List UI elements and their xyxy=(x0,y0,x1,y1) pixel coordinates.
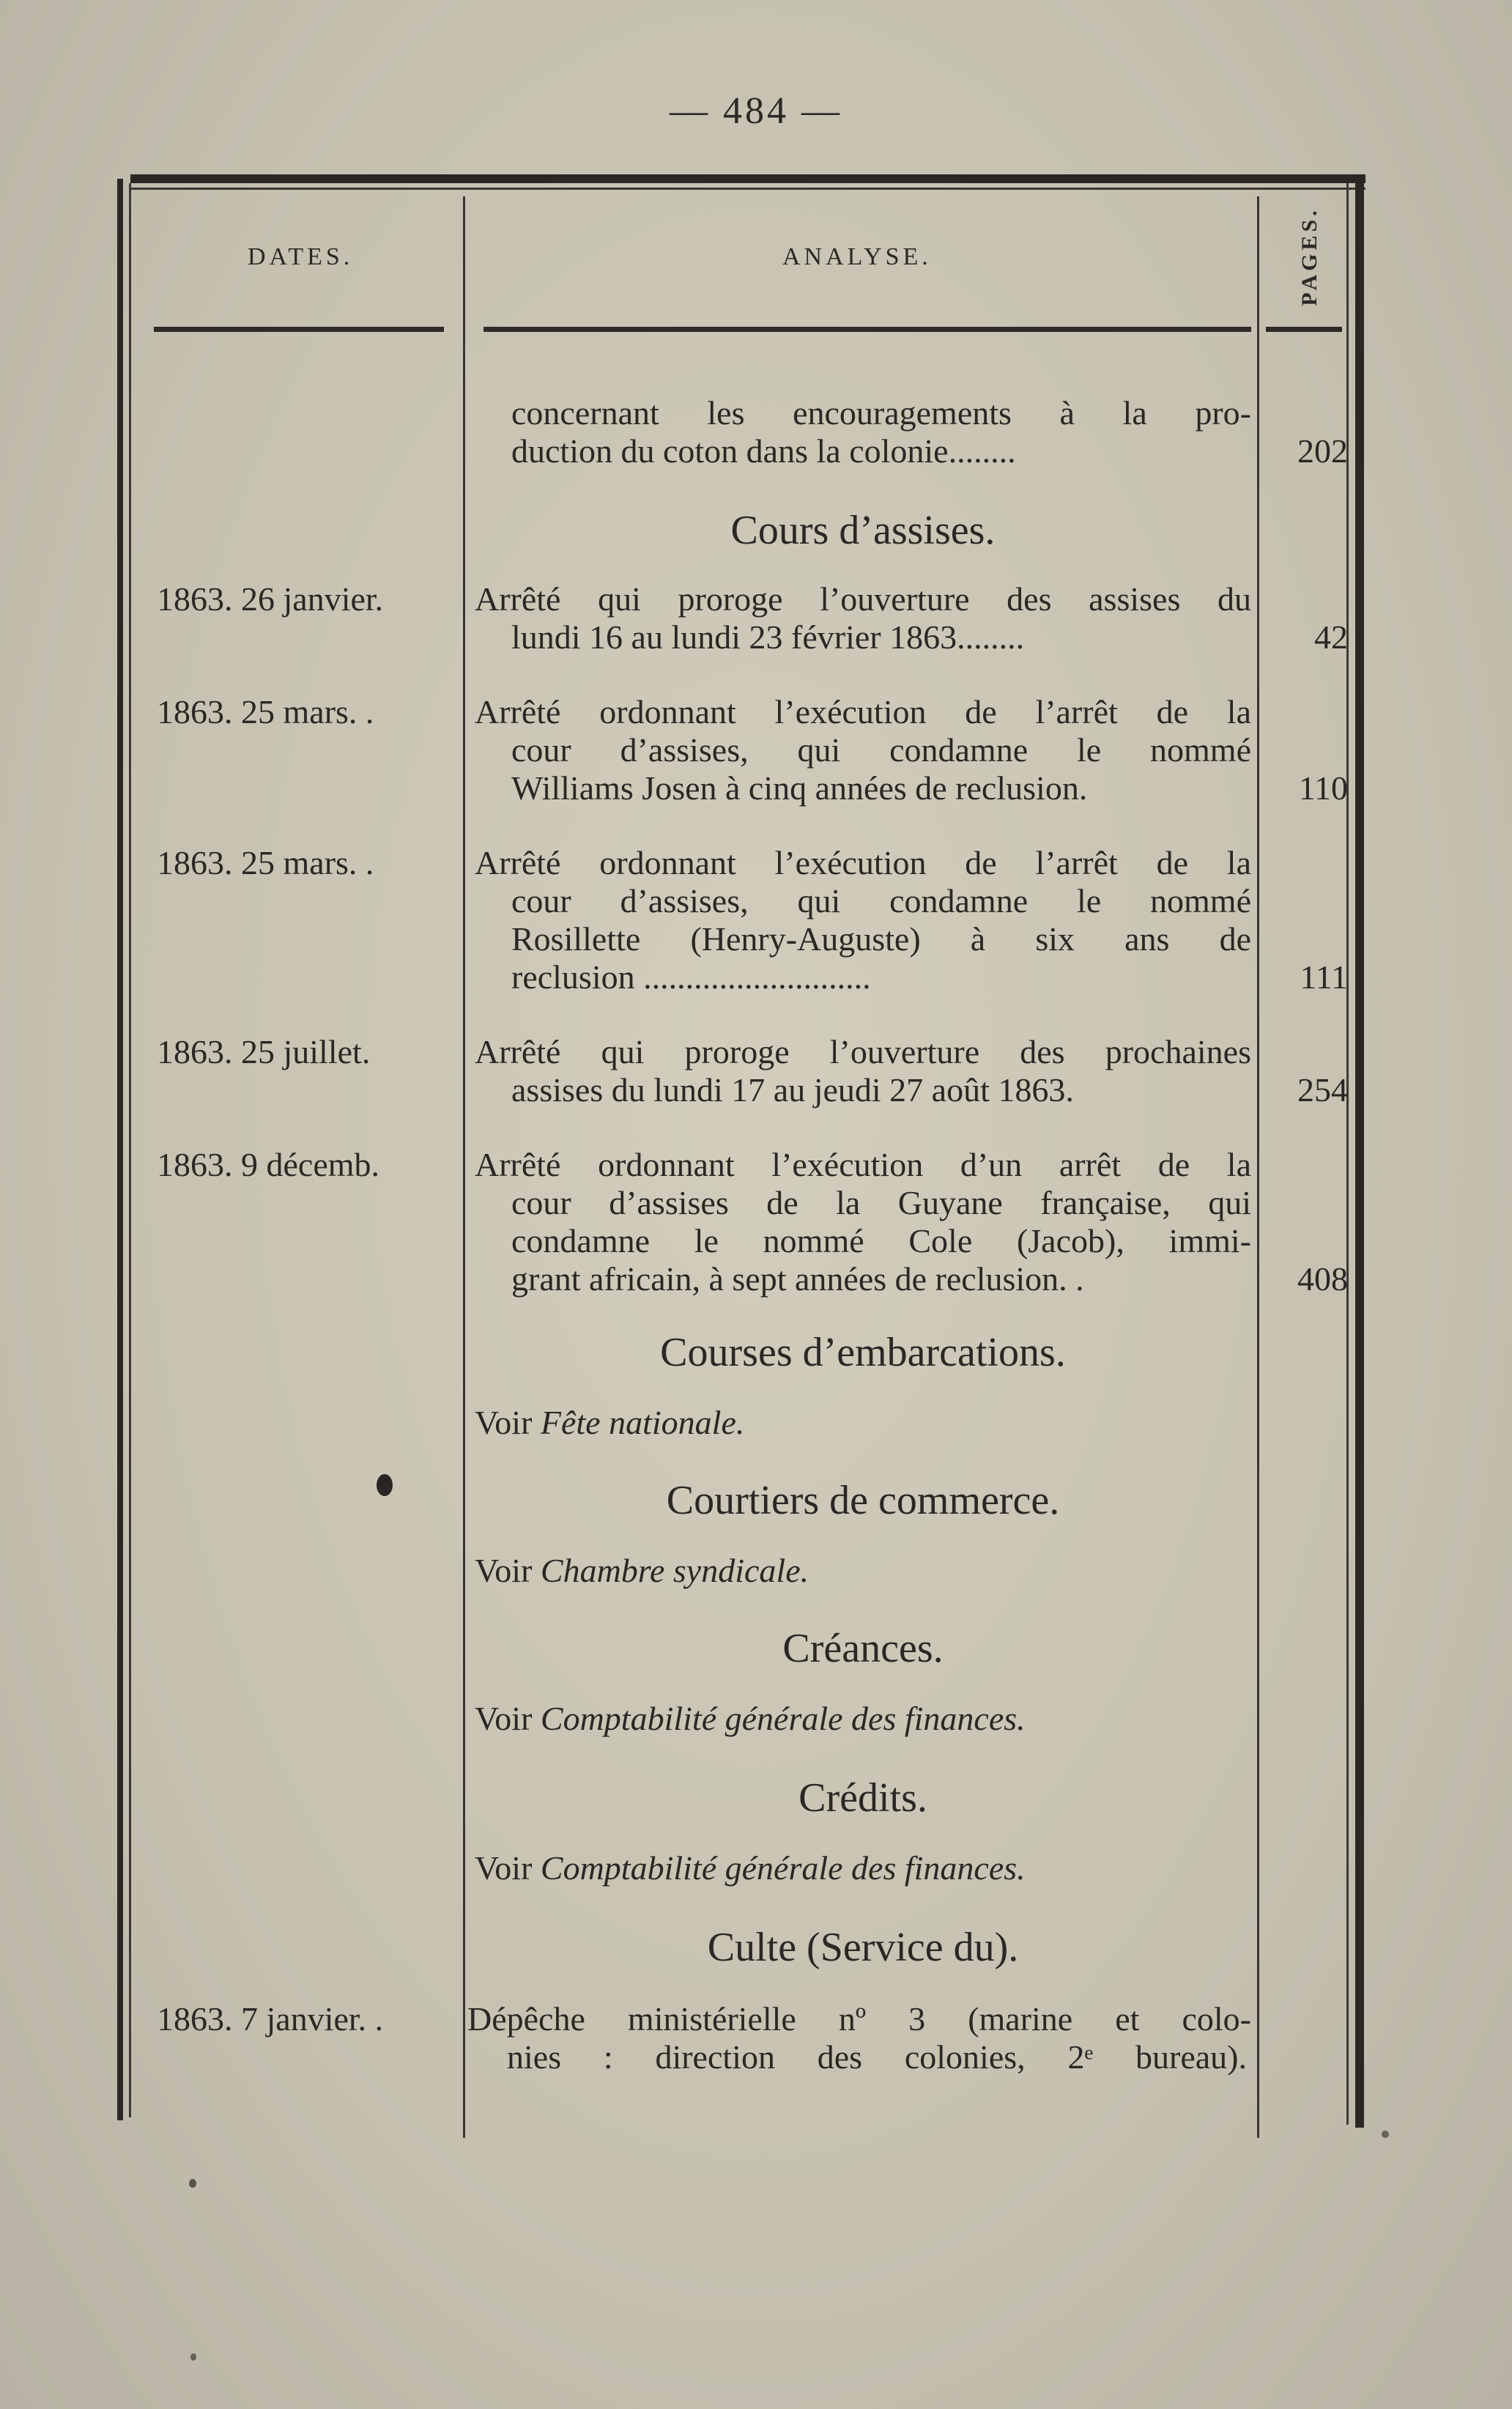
section-heading-creances: Créances. xyxy=(782,1626,944,1671)
table-left-rule xyxy=(117,179,123,2120)
voir-reference: Comptabilité générale des finances. xyxy=(540,1849,1026,1887)
entry-line: Rosillette (Henry-Auguste) à six ans de xyxy=(511,920,1251,958)
header-pages-label: PAGES. xyxy=(1297,207,1322,306)
ink-speck xyxy=(377,1474,393,1496)
entry-line: cour d’assises, qui condamne le nommé xyxy=(511,882,1251,919)
entry-line: reclusion ........................... xyxy=(511,958,871,996)
entry-date: 1863. 9 décemb. xyxy=(157,1146,380,1183)
column-separator-pages xyxy=(1257,196,1259,2138)
entry-date: 1863. 25 juillet. xyxy=(157,1033,371,1070)
entry-line: nies : direction des colonies, 2ᵉ bureau). xyxy=(507,2038,1247,2076)
column-separator-dates xyxy=(463,196,465,2138)
entry-line: Dépêche ministérielle nº 3 (marine et colo- xyxy=(467,2000,1251,2038)
entry-page: 42 xyxy=(1314,618,1348,656)
ink-speck xyxy=(1382,2131,1389,2138)
entry-line: Arrêté ordonnant l’exécution de l’arrêt de la xyxy=(475,844,1251,881)
entry-line: cour d’assises, qui condamne le nommé xyxy=(511,731,1251,769)
see-also-line xyxy=(475,1404,744,1442)
table-right-thin-rule xyxy=(1346,183,1349,2125)
table-left-thin-rule xyxy=(129,183,131,2117)
entry-line: cour d’assises de la Guyane française, qui xyxy=(511,1184,1251,1221)
ink-speck xyxy=(190,2353,196,2361)
entry-date: 1863. 7 janvier. . xyxy=(157,2000,384,2038)
section-heading-culte: Culte (Service du). xyxy=(707,1925,1019,1970)
see-also-line xyxy=(475,1552,809,1590)
table-top-thin-rule xyxy=(130,188,1365,190)
entry-line: duction du coton dans la colonie........ xyxy=(511,432,1016,470)
entry-line: condamne le nommé Cole (Jacob), immi- xyxy=(511,1222,1251,1259)
section-heading-credits: Crédits. xyxy=(798,1775,927,1821)
header-rule-pages xyxy=(1266,327,1342,332)
page-number: — 484 — xyxy=(670,90,842,132)
section-heading-courtiers: Courtiers de commerce. xyxy=(666,1478,1060,1523)
entry-line: grant africain, à sept années de reclusion. . xyxy=(511,1260,1084,1298)
table-right-rule xyxy=(1355,179,1364,2128)
entry-date: 1863. 26 janvier. xyxy=(157,580,384,618)
voir-label: Voir xyxy=(475,1700,533,1737)
see-also-line xyxy=(475,1700,1026,1738)
entry-line: Arrêté qui proroge l’ouverture des prochaines xyxy=(475,1033,1251,1070)
voir-label: Voir xyxy=(475,1552,533,1589)
entry-page: 110 xyxy=(1298,769,1348,807)
entry-date: 1863. 25 mars. . xyxy=(157,844,374,881)
entry-page: 202 xyxy=(1297,432,1348,470)
entry-page: 408 xyxy=(1297,1260,1348,1298)
voir-reference: Fête nationale. xyxy=(540,1404,745,1441)
header-analyse: ANALYSE. xyxy=(782,243,932,270)
section-heading-cours-assises: Cours d’assises. xyxy=(730,508,996,553)
entry-line: lundi 16 au lundi 23 février 1863........ xyxy=(511,618,1025,656)
entry-page: 111 xyxy=(1300,958,1348,996)
section-heading-courses: Courses d’embarcations. xyxy=(660,1330,1066,1375)
entry-line: Arrêté qui proroge l’ouverture des assises du xyxy=(475,580,1251,618)
entry-page: 254 xyxy=(1297,1071,1348,1109)
voir-reference: Chambre syndicale. xyxy=(540,1552,809,1589)
entry-line: Williams Josen à cinq années de reclusion. xyxy=(511,769,1088,807)
table-top-rule xyxy=(130,174,1365,183)
voir-label: Voir xyxy=(475,1849,533,1887)
entry-line: Arrêté ordonnant l’exécution d’un arrêt de la xyxy=(475,1146,1251,1183)
voir-label: Voir xyxy=(475,1404,533,1441)
header-rule-dates xyxy=(154,327,444,332)
header-dates: DATES. xyxy=(248,243,354,270)
header-rule-analyse xyxy=(483,327,1251,332)
ink-speck xyxy=(189,2179,196,2188)
entry-line: concernant les encouragements à la pro- xyxy=(511,394,1251,432)
voir-reference: Comptabilité générale des finances. xyxy=(540,1700,1026,1737)
entry-date: 1863. 25 mars. . xyxy=(157,693,374,730)
see-also-line xyxy=(475,1849,1026,1887)
entry-line: Arrêté ordonnant l’exécution de l’arrêt de la xyxy=(475,693,1251,730)
header-pages xyxy=(1289,198,1330,315)
entry-line: assises du lundi 17 au jeudi 27 août 1863. xyxy=(511,1071,1074,1109)
